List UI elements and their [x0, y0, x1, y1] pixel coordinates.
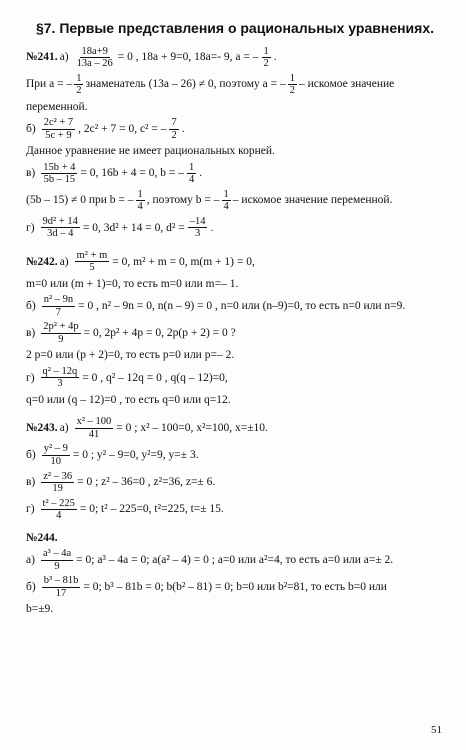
fraction: $\frac{\text{2c² + 7}}{5c + 9}$ — [43, 117, 74, 141]
fraction: $\frac{1}{4}$ — [137, 188, 143, 213]
p241-v-line: в) $\frac{15b + 4}{5b - 15}$ = 0, 16b + 4 = 0, b = – $\frac{1}{4}$ . — [26, 161, 203, 186]
fraction: $\frac{\text{t² – 225}}{4}$ — [42, 497, 75, 522]
fraction: $\frac{1}{2}$ — [76, 72, 82, 97]
fraction: $\frac{\text{a³ – 4a}}{9}$ — [42, 548, 72, 572]
fraction: $\frac{\text{m² + m}}{5}$ — [76, 249, 108, 274]
p241-b-note: Данное уравнение не имеет рациональных корней. — [26, 145, 275, 158]
fraction: $\frac{\text{q² – 12q}}{3}$ — [42, 365, 78, 390]
p241-v-note: (5b – 15) ≠ 0 при b = – $\frac{1}{4}$ , поэтому b = – $\frac{1}{4}$ – искомое значение переменной. — [26, 188, 393, 213]
p241-a-line: №241. а) $\frac{18a+9}{13a - 26}$ = 0 , 18a + 9=0, 18a=- 9, a = – $\frac{1}{2}$ . — [26, 45, 277, 70]
problem-number-244: №244. — [26, 531, 58, 544]
problem-number-243: №243. — [26, 422, 58, 435]
fraction: $\frac{\text{n² – 9n}}{7}$ — [43, 294, 74, 318]
p243-b-line: б) $\frac{\text{y² – 9}}{10}$ = 0 ; y² – 9=0, y²=9, y=± 3. — [26, 443, 199, 467]
fraction: $\frac{1}{2}$ — [263, 45, 269, 70]
fraction: $\frac{15b + 4}{5b - 15}$ — [43, 161, 76, 186]
p241-a-label: а) — [59, 51, 69, 64]
p244-a-line: а) $\frac{\text{a³ – 4a}}{9}$ = 0; a³ – 4a = 0; a(a² – 4) = 0 ; a=0 или a²=4, то есть a=0 или a=± 2. — [26, 548, 394, 572]
fraction: $\frac{\text{y² – 9}}{10}$ — [43, 443, 68, 467]
fraction: $\frac{\text{9d² + 14}}{3d - 4}$ — [42, 215, 78, 240]
problem-number-242: №242. — [26, 255, 58, 268]
fraction: $\frac{1}{2}$ — [289, 72, 296, 97]
p241-b-line: б) $\frac{\text{2c² + 7}}{5c + 9}$ , 2c² + 7 = 0, c² = – $\frac{7}{2}$ . — [26, 117, 185, 141]
section-title: §7. Первые представления о рациональных уравнениях. — [35, 20, 435, 36]
fraction: $\frac{18a+9}{13a - 26}$ — [76, 45, 113, 70]
p243-v-line: в) $\frac{\text{z² – 36}}{19}$ = 0 ; z² – 36=0 , z²=36, z=± 6. — [26, 470, 216, 495]
p241-a-note-cont: переменной. — [26, 100, 88, 113]
p242-b-line: б) $\frac{\text{n² – 9n}}{7}$ = 0 , n² – 9n = 0, n(n – 9) = 0 , n=0 или (n–9)=0, то есть n=0 или n=9. — [26, 294, 406, 318]
p241-g-line: г) $\frac{\text{9d² + 14}}{3d - 4}$ = 0, 3d² + 14 = 0, d² = $\frac{-14}{3}$ . — [26, 215, 214, 240]
p242-a-note: m=0 или (m + 1)=0, то есть m=0 или m=– 1. — [26, 277, 239, 290]
p242-g-note: q=0 или (q – 12)=0 , то есть q=0 или q=12. — [26, 393, 231, 406]
fraction: $\frac{\text{z² – 36}}{19}$ — [43, 470, 73, 495]
p242-v-note: 2 p=0 или (p + 2)=0, то есть p=0 или p=– 2. — [26, 349, 235, 362]
fraction: $\frac{1}{4}$ — [223, 188, 229, 213]
fraction: $\frac{\text{2p² + 4p}}{9}$ — [43, 321, 79, 345]
fraction: $\frac{7}{2}$ — [171, 117, 177, 141]
p242-g-line: г) $\frac{\text{q² – 12q}}{3}$ = 0 , q² – 12q = 0 , q(q – 12)=0, — [26, 365, 228, 390]
fraction: $\frac{\text{b³ – 81b}}{17}$ — [43, 575, 79, 599]
fraction: $\frac{1}{4}$ — [189, 161, 195, 186]
p243-a-line: №243. а) $\frac{\text{x² – 100}}{41}$ = 0 ; x² – 100=0, x²=100, x=±10. — [26, 416, 268, 440]
problem-number-241: №241. — [26, 51, 58, 64]
fraction: $\frac{\text{x² – 100}}{41}$ — [76, 416, 112, 440]
page-number: 51 — [431, 724, 442, 737]
p241-a-note: При a = – $\frac{1}{2}$ знаменатель (13a – 26) ≠ 0, поэтому a = – $\frac{1}{2}$ – искомое значение — [26, 72, 395, 97]
p244-b-note: b=±9. — [26, 603, 54, 616]
fraction: $\frac{-14}{3}$ — [189, 215, 206, 240]
p242-a-line: №242. а) $\frac{\text{m² + m}}{5}$ = 0, m² + m = 0, m(m + 1) = 0, — [26, 249, 255, 274]
equation-text: = 0 , 18a + 9=0, 18a=- 9, a = – — [117, 51, 259, 64]
p244-b-line: б) $\frac{\text{b³ – 81b}}{17}$ = 0; b³ – 81b = 0; b(b² – 81) = 0; b=0 или b²=81, то есть b=0 или — [26, 575, 387, 599]
p243-g-line: г) $\frac{\text{t² – 225}}{4}$ = 0; t² – 225=0, t²=225, t=± 15. — [26, 497, 224, 522]
p242-v-line: в) $\frac{\text{2p² + 4p}}{9}$ = 0, 2p² + 4p = 0, 2p(p + 2) = 0 ? — [26, 321, 236, 345]
